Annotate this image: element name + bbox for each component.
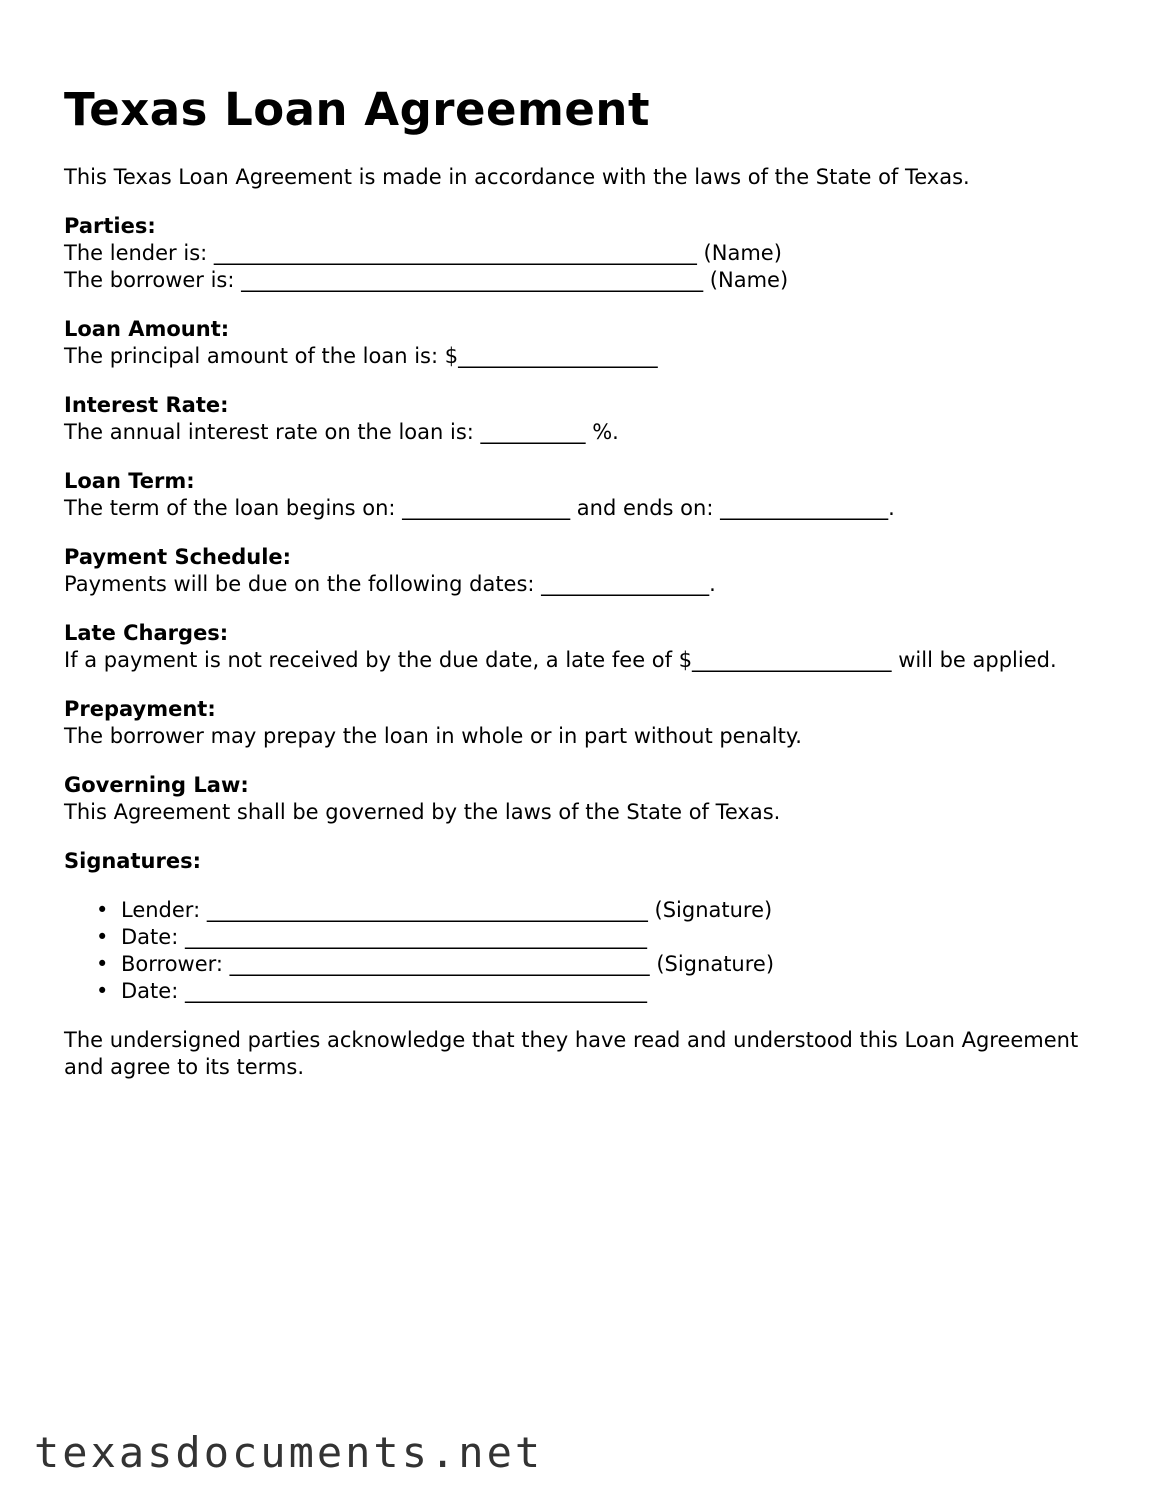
signature-item-borrower-date	[96, 978, 1104, 1005]
loan-amount-heading: Loan Amount:	[64, 317, 230, 341]
loan-term-heading: Loan Term:	[64, 469, 195, 493]
payment-schedule-line: Payments will be due on the following dates: ________________.	[64, 572, 716, 596]
lender-name-line: The lender is: ______________________________________________ (Name)	[64, 241, 782, 265]
loan-amount-line: The principal amount of the loan is: $___________________	[64, 344, 658, 368]
late-charges-heading: Late Charges:	[64, 621, 229, 645]
governing-law-heading: Governing Law:	[64, 773, 249, 797]
late-charges-section	[64, 620, 1104, 674]
signature-item-text: Lender: __________________________________________ (Signature)	[121, 898, 773, 922]
interest-rate-line: The annual interest rate on the loan is: __________ %.	[64, 420, 619, 444]
bullet-icon: •	[96, 925, 109, 949]
prepayment-heading: Prepayment:	[64, 697, 216, 721]
signature-item-borrower	[96, 951, 1104, 978]
bullet-icon: •	[96, 979, 109, 1003]
parties-heading: Parties:	[64, 214, 156, 238]
interest-rate-section	[64, 392, 1104, 446]
intro-paragraph: This Texas Loan Agreement is made in accordance with the laws of the State of Texas.	[64, 165, 970, 189]
document-page	[64, 82, 1104, 1102]
loan-amount-section	[64, 316, 1104, 370]
signature-item-text: Date: ____________________________________________	[121, 925, 647, 949]
signatures-section	[64, 848, 1104, 875]
prepayment-line: The borrower may prepay the loan in whole or in part without penalty.	[64, 724, 802, 748]
loan-term-line: The term of the loan begins on: ________________ and ends on: ________________.	[64, 496, 895, 520]
signatures-heading: Signatures:	[64, 849, 201, 873]
parties-section	[64, 213, 1104, 294]
document-title: Texas Loan Agreement	[64, 83, 650, 136]
closing-paragraph: The undersigned parties acknowledge that they have read and understood this Loan Agreement and agree to its terms.	[64, 1028, 1079, 1079]
payment-schedule-heading: Payment Schedule:	[64, 545, 292, 569]
borrower-name-line: The borrower is: ____________________________________________ (Name)	[64, 268, 789, 292]
payment-schedule-section	[64, 544, 1104, 598]
signature-item-text: Borrower: ________________________________________ (Signature)	[121, 952, 775, 976]
governing-law-line: This Agreement shall be governed by the laws of the State of Texas.	[64, 800, 781, 824]
interest-rate-heading: Interest Rate:	[64, 393, 229, 417]
bullet-icon: •	[96, 898, 109, 922]
governing-law-section	[64, 772, 1104, 826]
signature-item-text: Date: ____________________________________________	[121, 979, 647, 1003]
bullet-icon: •	[96, 952, 109, 976]
signature-item-lender-date	[96, 924, 1104, 951]
watermark-text: texasdocuments.net	[34, 1428, 544, 1477]
signature-list	[64, 897, 1104, 1005]
signature-item-lender	[96, 897, 1104, 924]
loan-term-section	[64, 468, 1104, 522]
late-charges-line: If a payment is not received by the due date, a late fee of $___________________ will be applied.	[64, 648, 1057, 672]
prepayment-section	[64, 696, 1104, 750]
